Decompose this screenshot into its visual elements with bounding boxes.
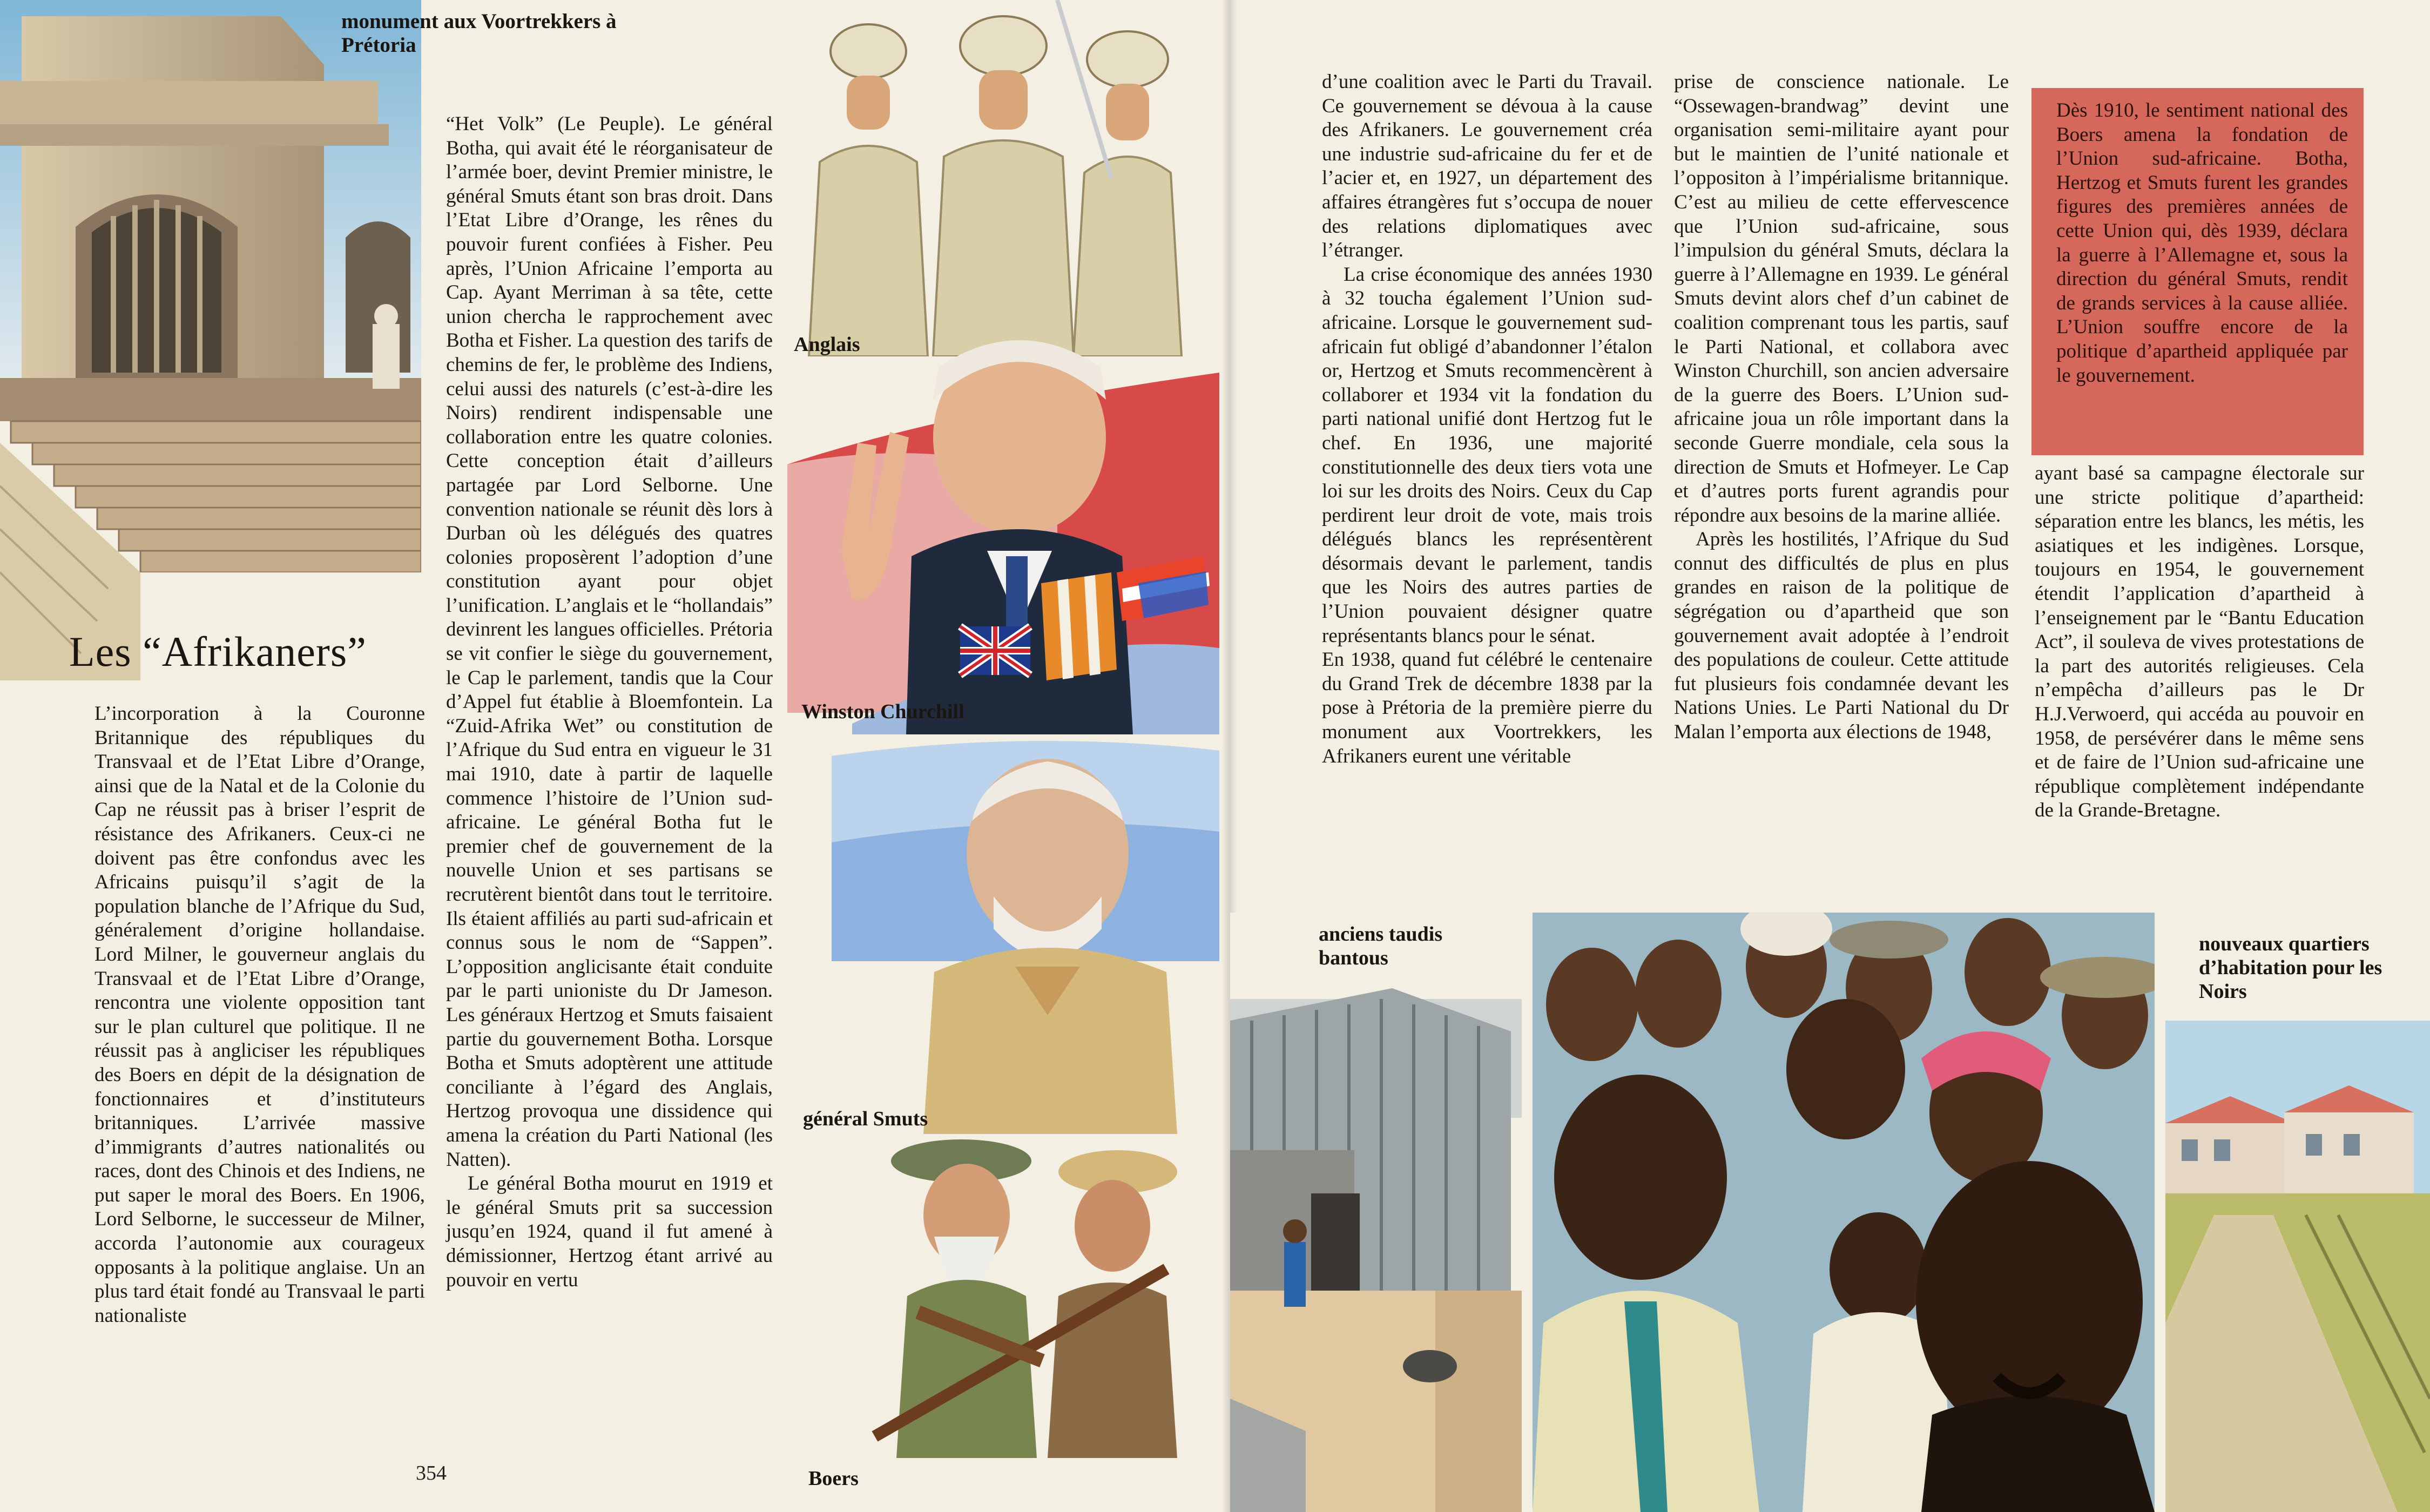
page-number: 354 xyxy=(416,1462,447,1484)
anglais-soldiers-illustration xyxy=(787,0,1219,356)
column3-paragraph-3: En 1938, quand fut célébré le centenaire du Grand Trek de décembre 1838 par la pose à Prétoria de la première pierre du monument aux Voortrekkers, les Afrikaners eurent une véritable xyxy=(1322,649,1652,767)
text-column-3 xyxy=(1322,70,1652,768)
caption-anglais: Anglais xyxy=(794,333,860,356)
page-title: Les “Afrikaners” xyxy=(69,628,367,675)
text-column-2 xyxy=(446,112,773,1292)
caption-churchill: Winston Churchill xyxy=(801,700,964,723)
column4-paragraph-1: prise de conscience nationale. Le “Ossewagen-brandwag” devint une organisation semi-militaire ayant pour but le maintien de l’unité nationale et l’oppositon à l’impérialisme britannique. C’est au milieu de cette effervescence que l’Union sud-africaine, sous l’impulsion du général Smuts, déclara la guerre à l’Allemagne en 1939. Le général Smuts devint alors chef d’un cabinet de coalition comprenant tous les partis, sauf le Parti National, et collabora avec Winston Churchill, son ancien adversaire de la guerre des Boers. L’Union sud-africaine joua un rôle important dans la seconde Guerre mondiale, cela sous la direction de Smuts et Hofmeyer. Le Cap et d’autres ports furent agrandis pour répondre aux besoins de la marine alliée. xyxy=(1674,71,2009,526)
caption-boers: Boers xyxy=(808,1467,859,1490)
caption-taudis: anciens taudis bantous xyxy=(1319,923,1443,969)
churchill-illustration xyxy=(787,324,1219,734)
caption-monument: monument aux Voortrekkers à Prétoria xyxy=(341,10,617,57)
column4-paragraph-2: Après les hostilités, l’Afrique du Sud connut des difficultés de plus en plus grandes en raison de la politique de ségrégation ou d’apartheid que son gouvernement avait adoptée à l’endroit des populations de couleur. Cette attitude fut plusieurs fois condamnée devant les Nations Unies. Le Parti National du Dr Malan l’emporta aux élections de 1948, xyxy=(1674,528,2009,744)
text-column-1 xyxy=(94,702,425,1328)
column2-paragraph-1: “Het Volk” (Le Peuple). Le général Botha, qui avait été le réorganisateur de l’armée boer, devint Premier ministre, le général Smuts étant son bras droit. Dans l’Etat Libre d’Orange, les rênes du pouvoir furent confiées à Fisher. Peu après, l’Union Africaine l’emporta au Cap. Ayant Merriman à sa tête, cette union chercha le rapprochement avec Botha et Fisher. La question des tarifs de chemins de fer, le problème des Indiens, celui aussi des naturels (c’est-à-dire les Noirs) rendirent indispensable une collaboration entre les quatre colonies. Cette conception était d’ailleurs partagée par Lord Selborne. Une convention nationale se réunit dès lors à Durban où les délégués des quatres colonies proposèrent l’adoption d’une constitution ayant pour objet l’unification. L’anglais et le “hollandais” devinrent les langues officielles. Prétoria se vit confier le siège du gouvernement, le Cap le parlement, tandis que la Cour d’Appel fut établie à Bloemfontein. La “Zuid-Afrika Wet” ou constitution de l’Afrique du Sud entra en vigueur le 31 mai 1910, date à partir de laquelle commence l’histoire de l’Union sud-africaine. Le général Botha fut le premier chef de gouvernement de la nouvelle Union et ses partisans se recrutèrent bientôt dans tout le territoire. Ils étaient affiliés au parti sud-africain et connus sous le nom de “Sappen”. L’opposition anglicisante était conduite par le parti unioniste du Dr Jameson. Les généraux Hertzog et Smuts faisaient partie du gouvernement Botha. Lorsque Botha et Smuts adoptèrent une attitude conciliante à l’égard des Anglais, Hertzog provoqua une dissidence qui amena la création du Parti National (les Natten). xyxy=(446,113,773,1171)
text-column-5 xyxy=(2035,462,2364,823)
column5-paragraph: ayant basé sa campagne électorale sur une stricte politique d’apartheid: séparation entre les blancs, les métis, les asiatiques et les indigènes. Lorsque, toujours en 1954, le gouvernement étendit l’application d’apartheid à l’enseignement par le “Bantu Education Act”, il souleva de vives protestations de la part des autorités religieuses. Cela n’empêcha d’ailleurs pas le Dr H.J.Verwoerd, qui accéda au pouvoir en 1958, de persévérer dans le même sens et de faire de l’Union sud-africaine une république complètement indépendante de la Grande-Bretagne. xyxy=(2035,462,2364,822)
taudis-illustration xyxy=(1230,913,1522,1512)
caption-smuts: général Smuts xyxy=(803,1108,928,1130)
smuts-illustration xyxy=(832,734,1219,1134)
monument-illustration xyxy=(0,0,421,680)
caption-quartiers: nouveaux quartiers d’habitation pour les Noirs xyxy=(2199,933,2382,1003)
column3-paragraph-2: La crise économique des années 1930 à 32 toucha également l’Union sud-africaine. Lorsque le gouvernement sud-africain fut obligé d’abandonner l’étalon or, Hertzog et Smuts recommencèrent à collaborer et 1934 vit la fondation du parti national unifié dont Hertzog fut le chef. En 1936, une majorité constitutionnelle des deux tiers vota une loi sur les droits des Noirs. Ceux du Cap perdirent leur droit de vote, mais trois délégués blancs les représentèrent désormais devant le parlement, tandis que les Noirs des autres parties de l’Union pouvaient désigner quatre représentants blancs pour le sénat. xyxy=(1322,263,1652,647)
summary-text: Dès 1910, le sentiment national des Boers amena la fondation de l’Union sud-africaine. Botha, Hertzog et Smuts furent les grandes figures des premières années de cette Union qui, dès 1939, déclara la guerre à l’Allemagne et, sous la direction du général Smuts, rendit de grands services à la cause alliée. L’Union souffre encore de la politique d’apartheid appliquée par le gouvernement. xyxy=(2056,99,2348,387)
column2-paragraph-2: Le général Botha mourut en 1919 et le général Smuts prit sa succession jusqu’en 1924, quand il fut amené à démissionner, Hertzog étant arrivé au pouvoir en vertu xyxy=(446,1172,773,1291)
column1-paragraph: L’incorporation à la Couronne Britannique des républiques du Transvaal et de l’Etat Libre d’Orange, ainsi que de la Natal et de la Colonie du Cap ne réussit pas à briser l’esprit de résistance des Afrikaners. Ceux-ci ne doivent pas être confondus avec les Africains puisqu’il s’agit de la population blanche de l’Afrique du Sud, généralement d’origine hollandaise. Lord Milner, le gouverneur anglais du Transvaal et de l’Etat Libre d’Orange, rencontra une violente opposition tant sur le plan culturel que politique. Il ne réussit pas à angliciser les républiques des Boers en dépit de la désignation de fonctionnaires et d’instituteurs britanniques. L’arrivée massive d’immigrants d’autres nationalités ou races, dont des Chinois et des Indiens, ne put saper le moral des Boers. En 1906, Lord Selborne, le successeur de Milner, accorda l’autonomie aux courageux opposants à la politique anglaise. Un an plus tard était fondé au Transvaal le parti nationaliste xyxy=(94,703,425,1327)
boers-illustration xyxy=(864,1134,1199,1458)
text-column-4 xyxy=(1674,70,2009,745)
column3-paragraph-1: d’une coalition avec le Parti du Travail. Ce gouvernement se dévoua à la cause des Afrikaners. Le gouvernement créa une industrie sud-africaine du fer et de l’acier et, en 1927, un département des affaires étrangères fut s’occupa de nouer des relations diplomatiques avec l’étranger. xyxy=(1322,71,1652,262)
crowd-portrait-illustration xyxy=(1533,913,2155,1512)
summary-box xyxy=(2031,88,2364,455)
